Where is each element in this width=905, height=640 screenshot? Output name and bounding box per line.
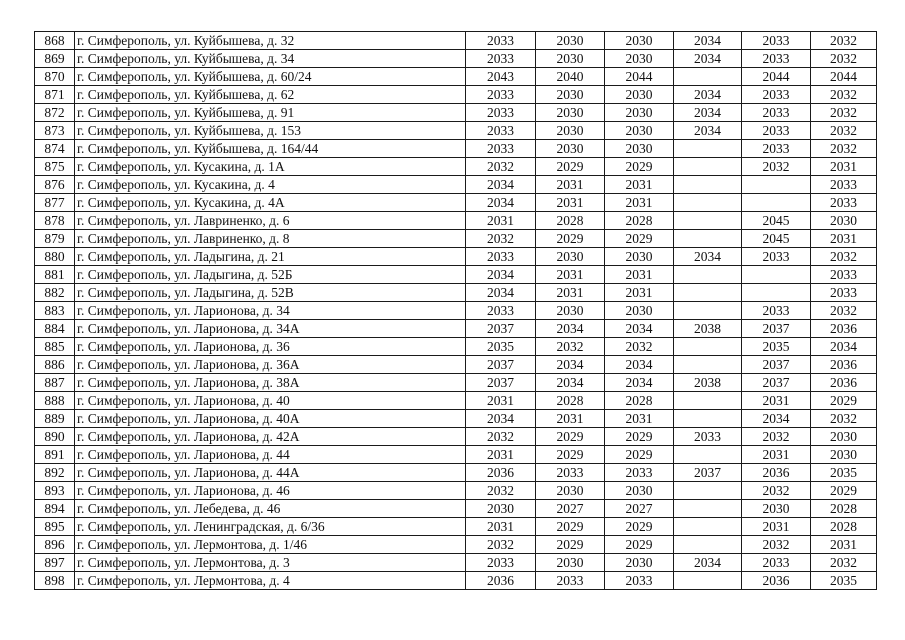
year-cell-1: 2034 xyxy=(466,284,536,302)
year-cell-5: 2031 xyxy=(742,392,811,410)
year-cell-6: 2033 xyxy=(811,266,877,284)
year-cell-3: 2033 xyxy=(605,464,674,482)
row-number-cell: 878 xyxy=(35,212,75,230)
row-number-cell: 870 xyxy=(35,68,75,86)
row-number-cell: 896 xyxy=(35,536,75,554)
table-row xyxy=(35,104,877,122)
year-cell-4 xyxy=(674,266,742,284)
year-cell-3: 2029 xyxy=(605,158,674,176)
year-cell-5: 2033 xyxy=(742,50,811,68)
row-number-cell: 883 xyxy=(35,302,75,320)
year-cell-3: 2034 xyxy=(605,320,674,338)
year-cell-2: 2029 xyxy=(536,428,605,446)
address-cell: г. Симферополь, ул. Ларионова, д. 40А xyxy=(75,410,466,428)
address-cell: г. Симферополь, ул. Ларионова, д. 34 xyxy=(75,302,466,320)
address-cell: г. Симферополь, ул. Ларионова, д. 38А xyxy=(75,374,466,392)
year-cell-2: 2030 xyxy=(536,248,605,266)
year-cell-2: 2029 xyxy=(536,230,605,248)
year-cell-6: 2032 xyxy=(811,554,877,572)
address-cell: г. Симферополь, ул. Ларионова, д. 44А xyxy=(75,464,466,482)
schedule-table xyxy=(34,31,877,590)
table-row xyxy=(35,284,877,302)
year-cell-1: 2033 xyxy=(466,50,536,68)
year-cell-1: 2032 xyxy=(466,428,536,446)
address-cell: г. Симферополь, ул. Куйбышева, д. 62 xyxy=(75,86,466,104)
year-cell-1: 2032 xyxy=(466,536,536,554)
year-cell-5: 2031 xyxy=(742,518,811,536)
year-cell-1: 2030 xyxy=(466,500,536,518)
year-cell-3: 2031 xyxy=(605,194,674,212)
year-cell-5: 2037 xyxy=(742,320,811,338)
year-cell-6: 2030 xyxy=(811,446,877,464)
row-number-cell: 887 xyxy=(35,374,75,392)
year-cell-1: 2033 xyxy=(466,248,536,266)
year-cell-5: 2033 xyxy=(742,140,811,158)
year-cell-5: 2044 xyxy=(742,68,811,86)
year-cell-6: 2032 xyxy=(811,86,877,104)
year-cell-4 xyxy=(674,356,742,374)
year-cell-5: 2030 xyxy=(742,500,811,518)
row-number-cell: 872 xyxy=(35,104,75,122)
year-cell-1: 2037 xyxy=(466,356,536,374)
year-cell-5 xyxy=(742,194,811,212)
year-cell-4 xyxy=(674,230,742,248)
year-cell-5: 2033 xyxy=(742,248,811,266)
year-cell-6: 2036 xyxy=(811,320,877,338)
address-cell: г. Симферополь, ул. Лавриненко, д. 6 xyxy=(75,212,466,230)
year-cell-2: 2030 xyxy=(536,482,605,500)
year-cell-1: 2033 xyxy=(466,140,536,158)
address-cell: г. Симферополь, ул. Ладыгина, д. 52В xyxy=(75,284,466,302)
year-cell-6: 2029 xyxy=(811,482,877,500)
year-cell-4: 2037 xyxy=(674,464,742,482)
row-number-cell: 889 xyxy=(35,410,75,428)
year-cell-3: 2030 xyxy=(605,104,674,122)
year-cell-3: 2033 xyxy=(605,572,674,590)
year-cell-2: 2029 xyxy=(536,536,605,554)
year-cell-4 xyxy=(674,446,742,464)
year-cell-5: 2033 xyxy=(742,86,811,104)
year-cell-1: 2037 xyxy=(466,374,536,392)
address-cell: г. Симферополь, ул. Кусакина, д. 4А xyxy=(75,194,466,212)
year-cell-5: 2032 xyxy=(742,536,811,554)
table-row xyxy=(35,338,877,356)
address-cell: г. Симферополь, ул. Кусакина, д. 4 xyxy=(75,176,466,194)
table-row xyxy=(35,374,877,392)
year-cell-1: 2033 xyxy=(466,104,536,122)
year-cell-2: 2031 xyxy=(536,176,605,194)
year-cell-1: 2035 xyxy=(466,338,536,356)
year-cell-5: 2032 xyxy=(742,482,811,500)
year-cell-3: 2030 xyxy=(605,140,674,158)
address-cell: г. Симферополь, ул. Куйбышева, д. 91 xyxy=(75,104,466,122)
address-cell: г. Симферополь, ул. Ладыгина, д. 21 xyxy=(75,248,466,266)
table-row xyxy=(35,194,877,212)
year-cell-1: 2034 xyxy=(466,194,536,212)
year-cell-6: 2035 xyxy=(811,464,877,482)
year-cell-6: 2031 xyxy=(811,230,877,248)
address-cell: г. Симферополь, ул. Ленинградская, д. 6/36 xyxy=(75,518,466,536)
year-cell-4 xyxy=(674,284,742,302)
year-cell-2: 2030 xyxy=(536,302,605,320)
table-row xyxy=(35,302,877,320)
table-row xyxy=(35,356,877,374)
year-cell-3: 2029 xyxy=(605,428,674,446)
year-cell-4 xyxy=(674,536,742,554)
year-cell-2: 2031 xyxy=(536,284,605,302)
row-number-cell: 892 xyxy=(35,464,75,482)
table-row xyxy=(35,518,877,536)
address-cell: г. Симферополь, ул. Ларионова, д. 44 xyxy=(75,446,466,464)
year-cell-3: 2031 xyxy=(605,410,674,428)
table-row xyxy=(35,464,877,482)
table-body xyxy=(35,32,877,590)
table-row xyxy=(35,230,877,248)
address-cell: г. Симферополь, ул. Лермонтова, д. 3 xyxy=(75,554,466,572)
year-cell-3: 2034 xyxy=(605,374,674,392)
year-cell-1: 2036 xyxy=(466,464,536,482)
address-cell: г. Симферополь, ул. Куйбышева, д. 164/44 xyxy=(75,140,466,158)
year-cell-1: 2032 xyxy=(466,482,536,500)
year-cell-4 xyxy=(674,410,742,428)
table-row xyxy=(35,446,877,464)
table-row xyxy=(35,212,877,230)
year-cell-3: 2029 xyxy=(605,536,674,554)
year-cell-5: 2033 xyxy=(742,302,811,320)
row-number-cell: 880 xyxy=(35,248,75,266)
year-cell-6: 2036 xyxy=(811,374,877,392)
year-cell-4 xyxy=(674,302,742,320)
table-row xyxy=(35,482,877,500)
table-row xyxy=(35,536,877,554)
year-cell-3: 2029 xyxy=(605,446,674,464)
address-cell: г. Симферополь, ул. Ларионова, д. 36 xyxy=(75,338,466,356)
year-cell-6: 2030 xyxy=(811,428,877,446)
year-cell-2: 2040 xyxy=(536,68,605,86)
year-cell-6: 2032 xyxy=(811,104,877,122)
table-row xyxy=(35,572,877,590)
year-cell-6: 2033 xyxy=(811,176,877,194)
year-cell-1: 2031 xyxy=(466,212,536,230)
year-cell-2: 2032 xyxy=(536,338,605,356)
address-cell: г. Симферополь, ул. Лермонтова, д. 4 xyxy=(75,572,466,590)
year-cell-2: 2030 xyxy=(536,140,605,158)
row-number-cell: 891 xyxy=(35,446,75,464)
year-cell-6: 2044 xyxy=(811,68,877,86)
year-cell-4: 2034 xyxy=(674,554,742,572)
year-cell-3: 2028 xyxy=(605,212,674,230)
year-cell-2: 2034 xyxy=(536,320,605,338)
year-cell-6: 2033 xyxy=(811,194,877,212)
year-cell-6: 2032 xyxy=(811,50,877,68)
year-cell-5: 2031 xyxy=(742,446,811,464)
year-cell-4 xyxy=(674,194,742,212)
table-row xyxy=(35,320,877,338)
year-cell-3: 2027 xyxy=(605,500,674,518)
year-cell-5: 2037 xyxy=(742,374,811,392)
year-cell-2: 2031 xyxy=(536,266,605,284)
year-cell-4: 2034 xyxy=(674,122,742,140)
year-cell-2: 2028 xyxy=(536,392,605,410)
year-cell-1: 2034 xyxy=(466,176,536,194)
year-cell-3: 2030 xyxy=(605,302,674,320)
year-cell-4 xyxy=(674,482,742,500)
row-number-cell: 897 xyxy=(35,554,75,572)
year-cell-4 xyxy=(674,68,742,86)
address-cell: г. Симферополь, ул. Куйбышева, д. 60/24 xyxy=(75,68,466,86)
row-number-cell: 893 xyxy=(35,482,75,500)
year-cell-4: 2033 xyxy=(674,428,742,446)
year-cell-5: 2036 xyxy=(742,464,811,482)
row-number-cell: 871 xyxy=(35,86,75,104)
year-cell-4 xyxy=(674,338,742,356)
year-cell-3: 2030 xyxy=(605,482,674,500)
year-cell-5: 2033 xyxy=(742,104,811,122)
row-number-cell: 884 xyxy=(35,320,75,338)
year-cell-3: 2030 xyxy=(605,50,674,68)
address-cell: г. Симферополь, ул. Ларионова, д. 34А xyxy=(75,320,466,338)
year-cell-1: 2032 xyxy=(466,230,536,248)
table-row xyxy=(35,176,877,194)
year-cell-3: 2029 xyxy=(605,518,674,536)
year-cell-4 xyxy=(674,518,742,536)
row-number-cell: 890 xyxy=(35,428,75,446)
year-cell-5 xyxy=(742,266,811,284)
year-cell-3: 2030 xyxy=(605,86,674,104)
year-cell-5 xyxy=(742,176,811,194)
address-cell: г. Симферополь, ул. Ларионова, д. 40 xyxy=(75,392,466,410)
address-cell: г. Симферополь, ул. Лермонтова, д. 1/46 xyxy=(75,536,466,554)
year-cell-3: 2030 xyxy=(605,122,674,140)
year-cell-2: 2027 xyxy=(536,500,605,518)
address-cell: г. Симферополь, ул. Лебедева, д. 46 xyxy=(75,500,466,518)
year-cell-4 xyxy=(674,572,742,590)
year-cell-4 xyxy=(674,176,742,194)
table-row xyxy=(35,68,877,86)
year-cell-3: 2031 xyxy=(605,266,674,284)
table-row xyxy=(35,32,877,50)
table-row xyxy=(35,86,877,104)
year-cell-3: 2030 xyxy=(605,554,674,572)
year-cell-3: 2031 xyxy=(605,176,674,194)
year-cell-5: 2032 xyxy=(742,428,811,446)
year-cell-4 xyxy=(674,158,742,176)
year-cell-4 xyxy=(674,140,742,158)
address-cell: г. Симферополь, ул. Лавриненко, д. 8 xyxy=(75,230,466,248)
year-cell-6: 2031 xyxy=(811,158,877,176)
year-cell-1: 2032 xyxy=(466,158,536,176)
year-cell-1: 2034 xyxy=(466,266,536,284)
address-cell: г. Симферополь, ул. Куйбышева, д. 153 xyxy=(75,122,466,140)
year-cell-2: 2033 xyxy=(536,464,605,482)
year-cell-6: 2032 xyxy=(811,122,877,140)
year-cell-5: 2032 xyxy=(742,158,811,176)
year-cell-2: 2029 xyxy=(536,158,605,176)
year-cell-1: 2033 xyxy=(466,302,536,320)
row-number-cell: 875 xyxy=(35,158,75,176)
year-cell-2: 2030 xyxy=(536,104,605,122)
row-number-cell: 868 xyxy=(35,32,75,50)
year-cell-3: 2032 xyxy=(605,338,674,356)
table-row xyxy=(35,500,877,518)
year-cell-6: 2032 xyxy=(811,248,877,266)
year-cell-2: 2028 xyxy=(536,212,605,230)
year-cell-6: 2032 xyxy=(811,410,877,428)
year-cell-4: 2034 xyxy=(674,32,742,50)
year-cell-6: 2036 xyxy=(811,356,877,374)
year-cell-2: 2034 xyxy=(536,374,605,392)
year-cell-1: 2033 xyxy=(466,122,536,140)
row-number-cell: 879 xyxy=(35,230,75,248)
year-cell-1: 2034 xyxy=(466,410,536,428)
year-cell-2: 2034 xyxy=(536,356,605,374)
address-cell: г. Симферополь, ул. Кусакина, д. 1А xyxy=(75,158,466,176)
year-cell-5 xyxy=(742,284,811,302)
year-cell-6: 2029 xyxy=(811,392,877,410)
year-cell-2: 2031 xyxy=(536,194,605,212)
year-cell-2: 2030 xyxy=(536,122,605,140)
address-cell: г. Симферополь, ул. Куйбышева, д. 34 xyxy=(75,50,466,68)
year-cell-2: 2029 xyxy=(536,446,605,464)
year-cell-2: 2029 xyxy=(536,518,605,536)
year-cell-1: 2033 xyxy=(466,554,536,572)
row-number-cell: 886 xyxy=(35,356,75,374)
year-cell-5: 2033 xyxy=(742,122,811,140)
year-cell-3: 2044 xyxy=(605,68,674,86)
year-cell-2: 2031 xyxy=(536,410,605,428)
year-cell-6: 2032 xyxy=(811,32,877,50)
year-cell-3: 2030 xyxy=(605,32,674,50)
row-number-cell: 882 xyxy=(35,284,75,302)
table-row xyxy=(35,428,877,446)
year-cell-2: 2033 xyxy=(536,572,605,590)
year-cell-1: 2031 xyxy=(466,518,536,536)
table-row xyxy=(35,158,877,176)
year-cell-2: 2030 xyxy=(536,86,605,104)
row-number-cell: 885 xyxy=(35,338,75,356)
year-cell-2: 2030 xyxy=(536,50,605,68)
year-cell-4: 2034 xyxy=(674,50,742,68)
table-row xyxy=(35,392,877,410)
year-cell-4: 2034 xyxy=(674,86,742,104)
year-cell-5: 2035 xyxy=(742,338,811,356)
year-cell-5: 2036 xyxy=(742,572,811,590)
table-row xyxy=(35,410,877,428)
year-cell-6: 2030 xyxy=(811,212,877,230)
year-cell-6: 2032 xyxy=(811,302,877,320)
address-cell: г. Симферополь, ул. Ладыгина, д. 52Б xyxy=(75,266,466,284)
year-cell-3: 2029 xyxy=(605,230,674,248)
table-row xyxy=(35,140,877,158)
year-cell-5: 2045 xyxy=(742,230,811,248)
table-row xyxy=(35,554,877,572)
row-number-cell: 898 xyxy=(35,572,75,590)
year-cell-5: 2045 xyxy=(742,212,811,230)
year-cell-1: 2031 xyxy=(466,392,536,410)
row-number-cell: 888 xyxy=(35,392,75,410)
year-cell-5: 2033 xyxy=(742,554,811,572)
year-cell-1: 2033 xyxy=(466,86,536,104)
year-cell-6: 2028 xyxy=(811,500,877,518)
year-cell-3: 2031 xyxy=(605,284,674,302)
table-row xyxy=(35,50,877,68)
year-cell-4 xyxy=(674,500,742,518)
address-cell: г. Симферополь, ул. Куйбышева, д. 32 xyxy=(75,32,466,50)
year-cell-5: 2034 xyxy=(742,410,811,428)
row-number-cell: 874 xyxy=(35,140,75,158)
row-number-cell: 869 xyxy=(35,50,75,68)
table-row xyxy=(35,266,877,284)
year-cell-6: 2028 xyxy=(811,518,877,536)
year-cell-6: 2031 xyxy=(811,536,877,554)
year-cell-3: 2028 xyxy=(605,392,674,410)
address-cell: г. Симферополь, ул. Ларионова, д. 42А xyxy=(75,428,466,446)
year-cell-6: 2035 xyxy=(811,572,877,590)
row-number-cell: 876 xyxy=(35,176,75,194)
year-cell-4: 2038 xyxy=(674,320,742,338)
row-number-cell: 873 xyxy=(35,122,75,140)
year-cell-1: 2033 xyxy=(466,32,536,50)
row-number-cell: 881 xyxy=(35,266,75,284)
address-cell: г. Симферополь, ул. Ларионова, д. 46 xyxy=(75,482,466,500)
year-cell-6: 2032 xyxy=(811,140,877,158)
year-cell-4 xyxy=(674,392,742,410)
year-cell-6: 2034 xyxy=(811,338,877,356)
row-number-cell: 894 xyxy=(35,500,75,518)
year-cell-4: 2034 xyxy=(674,248,742,266)
year-cell-3: 2034 xyxy=(605,356,674,374)
year-cell-6: 2033 xyxy=(811,284,877,302)
year-cell-5: 2033 xyxy=(742,32,811,50)
row-number-cell: 895 xyxy=(35,518,75,536)
year-cell-2: 2030 xyxy=(536,554,605,572)
year-cell-1: 2043 xyxy=(466,68,536,86)
table-row xyxy=(35,248,877,266)
year-cell-1: 2031 xyxy=(466,446,536,464)
year-cell-3: 2030 xyxy=(605,248,674,266)
year-cell-4 xyxy=(674,212,742,230)
year-cell-1: 2037 xyxy=(466,320,536,338)
year-cell-2: 2030 xyxy=(536,32,605,50)
year-cell-4: 2038 xyxy=(674,374,742,392)
row-number-cell: 877 xyxy=(35,194,75,212)
address-cell: г. Симферополь, ул. Ларионова, д. 36А xyxy=(75,356,466,374)
table-row xyxy=(35,122,877,140)
year-cell-4: 2034 xyxy=(674,104,742,122)
year-cell-1: 2036 xyxy=(466,572,536,590)
year-cell-5: 2037 xyxy=(742,356,811,374)
